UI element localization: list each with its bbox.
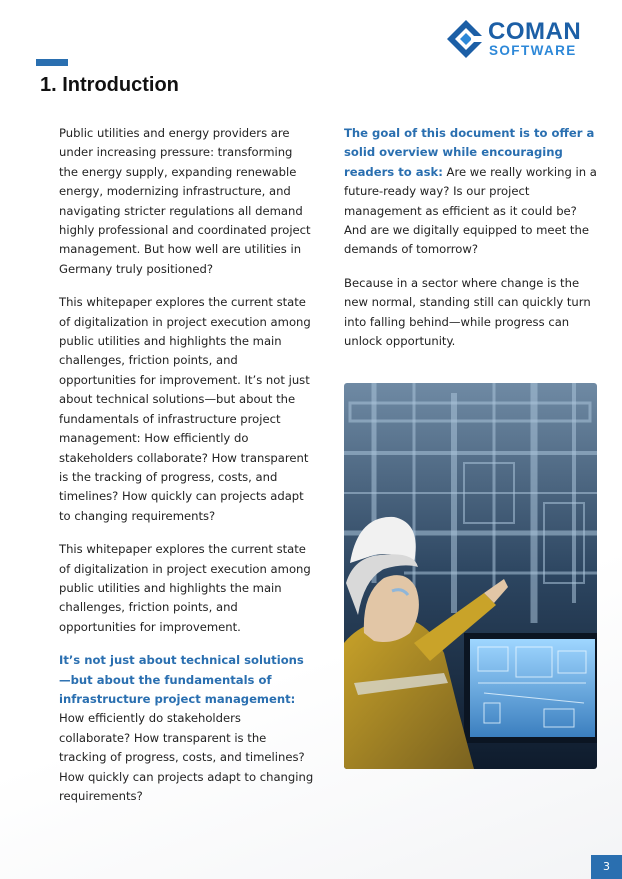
logo-wordmark-software: SOFTWARE: [489, 43, 577, 58]
highlight-text: It’s not just about technical solutions—but about the fundamentals of infrastructure project management:: [59, 653, 304, 706]
page-number: 3: [591, 855, 622, 879]
body-text: How efficiently do stakeholders collaborate? How transparent is the tracking of progress, costs, and timelines? How quickly can projects adapt to changing requirements?: [59, 711, 314, 803]
closing-paragraph: Because in a sector where change is the new normal, standing still can quickly turn into falling behind—while progress can unlock opportunity.: [344, 275, 591, 349]
coman-logo-icon: [446, 19, 486, 59]
coman-software-logo: [446, 18, 602, 62]
right-text-column: [344, 124, 598, 365]
logo-wordmark-coman: COMAN: [488, 18, 582, 45]
intro-paragraph-1: Public utilities and energy providers are under increasing pressure: transforming the energy supply, expanding renewable energy, modernizing infrastructure, and navigating stricter regulations all demand highly professional and coordinated project management. But how well are utilities in Germany truly positioned?: [59, 126, 311, 276]
intro-paragraph-3: This whitepaper explores the current state of digitalization in project execution among public utilities and highlights the main challenges, friction points, and opportunities for improvement.: [59, 542, 311, 634]
intro-paragraph-2: This whitepaper explores the current state of digitalization in project execution among public utilities and highlights the main challenges, friction points, and opportunities for improvement. It’s not just about technical solutions—but about the fundamentals of infrastructure project management: How efficiently do stakeholders collaborate? How transparent is the tracking of progress, costs, and timelines? How quickly can projects adapt to changing requirements?: [59, 295, 311, 523]
section-accent-bar: [36, 59, 68, 66]
highlight-text: The goal of this document is to offer a solid overview while encouraging readers to ask:: [344, 126, 595, 179]
body-text: Are we really working in a future-ready way? Is our project management as efficient as it could be? And are we digitally equipped to meet the demands of tomorrow?: [344, 164, 597, 257]
industrial-engineer-photo: [344, 383, 597, 769]
intro-paragraph-4: [59, 651, 315, 806]
left-text-column: [59, 124, 315, 820]
section-heading: 1. Introduction: [40, 74, 179, 96]
goal-paragraph: [344, 124, 598, 260]
